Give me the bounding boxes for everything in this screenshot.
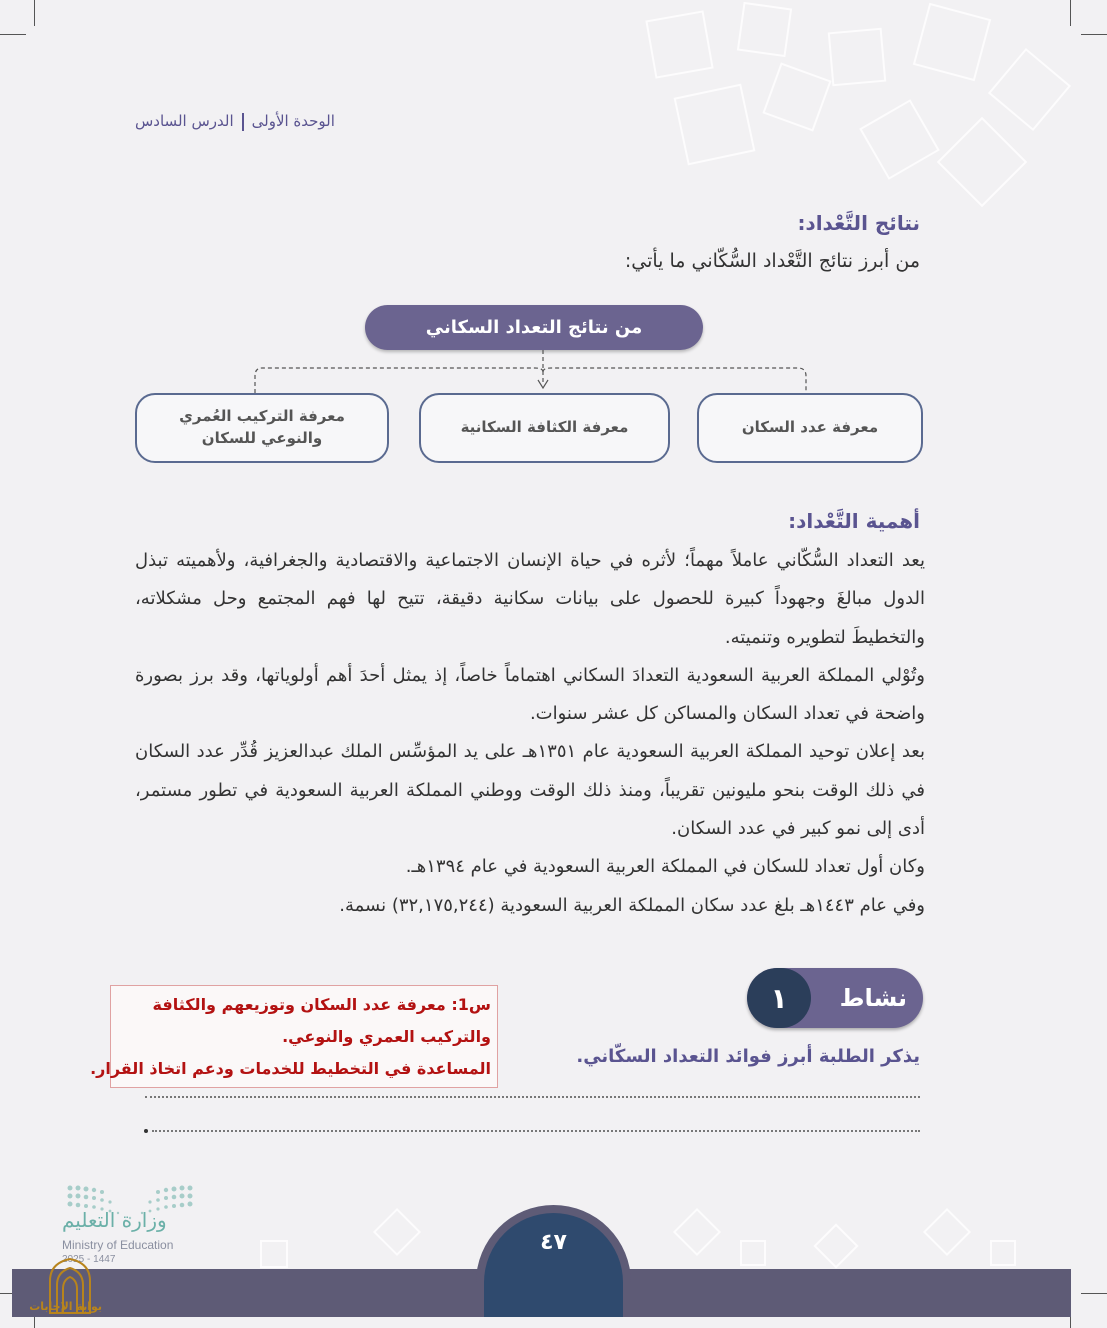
answer-dotted-line (152, 1130, 920, 1132)
activity-instruction: يذكر الطلبة أبرز فوائد التعداد السكّاني. (576, 1046, 920, 1067)
results-intro: من أبرز نتائج التَّعْداد السُّكّاني ما يأتي: (624, 250, 920, 272)
paragraph: وفي عام ١٤٤٣هـ بلغ عدد سكان المملكة العربية السعودية (٣٢,١٧٥,٢٤٤) نسمة. (339, 894, 925, 916)
answer-line: والتركيب العمري والنوعي. (282, 1027, 491, 1046)
paragraph: بعد إعلان توحيد المملكة العربية السعودية عام ١٣٥١هـ على يد المؤسِّس الملك عبدالعزيز قُدِّر عدد السكان في ذلك الوقت بنحو مليونين تقريباً، ومنذ ذلك الوقت ووطني المملكة العربية السعودية في تطور مستمر، أدى إلى نمو كبير في عدد السكان. (135, 741, 925, 840)
paragraph: وكان أول تعداد للسكان في المملكة العربية السعودية في عام ١٣٩٤هـ. (405, 856, 925, 878)
diagram-title: من نتائج التعداد السكاني (365, 305, 703, 350)
activity-label: نشاط (839, 984, 907, 1012)
diagram-item-population-count: معرفة عدد السكان (697, 393, 923, 463)
importance-body (135, 542, 925, 925)
page-number: ٤٧ (540, 1230, 567, 1255)
lesson-label: الدرس السادس (135, 112, 234, 130)
answer-line: س1: معرفة عدد السكان وتوزيعهم والكثافة (152, 995, 491, 1014)
answer-dotted-line (145, 1096, 920, 1098)
ministry-name-arabic: وزارة التعليم (62, 1208, 167, 1232)
diagram-item-age-gender-structure: معرفة التركيب العُمري والنوعي للسكان (135, 393, 389, 463)
diagram-item-population-density: معرفة الكثافة السكانية (419, 393, 670, 463)
answer-box (90, 985, 498, 1088)
activity-number: ١ (747, 968, 811, 1028)
importance-heading: أهمية التَّعْداد: (788, 509, 920, 533)
line-bullet (144, 1129, 148, 1133)
ministry-year: 2025 - 1447 (62, 1254, 116, 1265)
page-number-tab (476, 1205, 631, 1317)
activity-badge (747, 968, 923, 1028)
crop-mark (1081, 1293, 1107, 1294)
paragraph: وتُوْلي المملكة العربية السعودية التعدادَ السكاني اهتماماً خاصاً، إذ يمثل أحدَ أهم أولوياتها، وقد برز بصورة واضحة في تعداد السكان والمساكن كل عشر سنوات. (135, 664, 925, 725)
unit-label: الوحدة الأولى (251, 112, 335, 130)
results-heading: نتائج التَّعْداد: (797, 211, 920, 235)
ministry-name-english: Ministry of Education (62, 1238, 174, 1252)
watermark-text: بوابة الإجابات (29, 1300, 102, 1313)
paragraph: يعد التعداد السُّكّاني عاملاً مهماً؛ لأثره في حياة الإنسان الاجتماعية والاقتصادية والجغرافية، ولأهميته تبذل الدول مبالغَ وجهوداً كبيرة للحصول على بيانات سكانية دقيقة، تتيح لها فهم المجتمع وحل مشكلاته، والتخطيطَ لتطويره وتنميته. (135, 550, 925, 648)
diagram-connector-lines (0, 0, 1107, 400)
answer-line: المساعدة في التخطيط للخدمات ودعم اتخاذ القرار. (90, 1059, 491, 1078)
